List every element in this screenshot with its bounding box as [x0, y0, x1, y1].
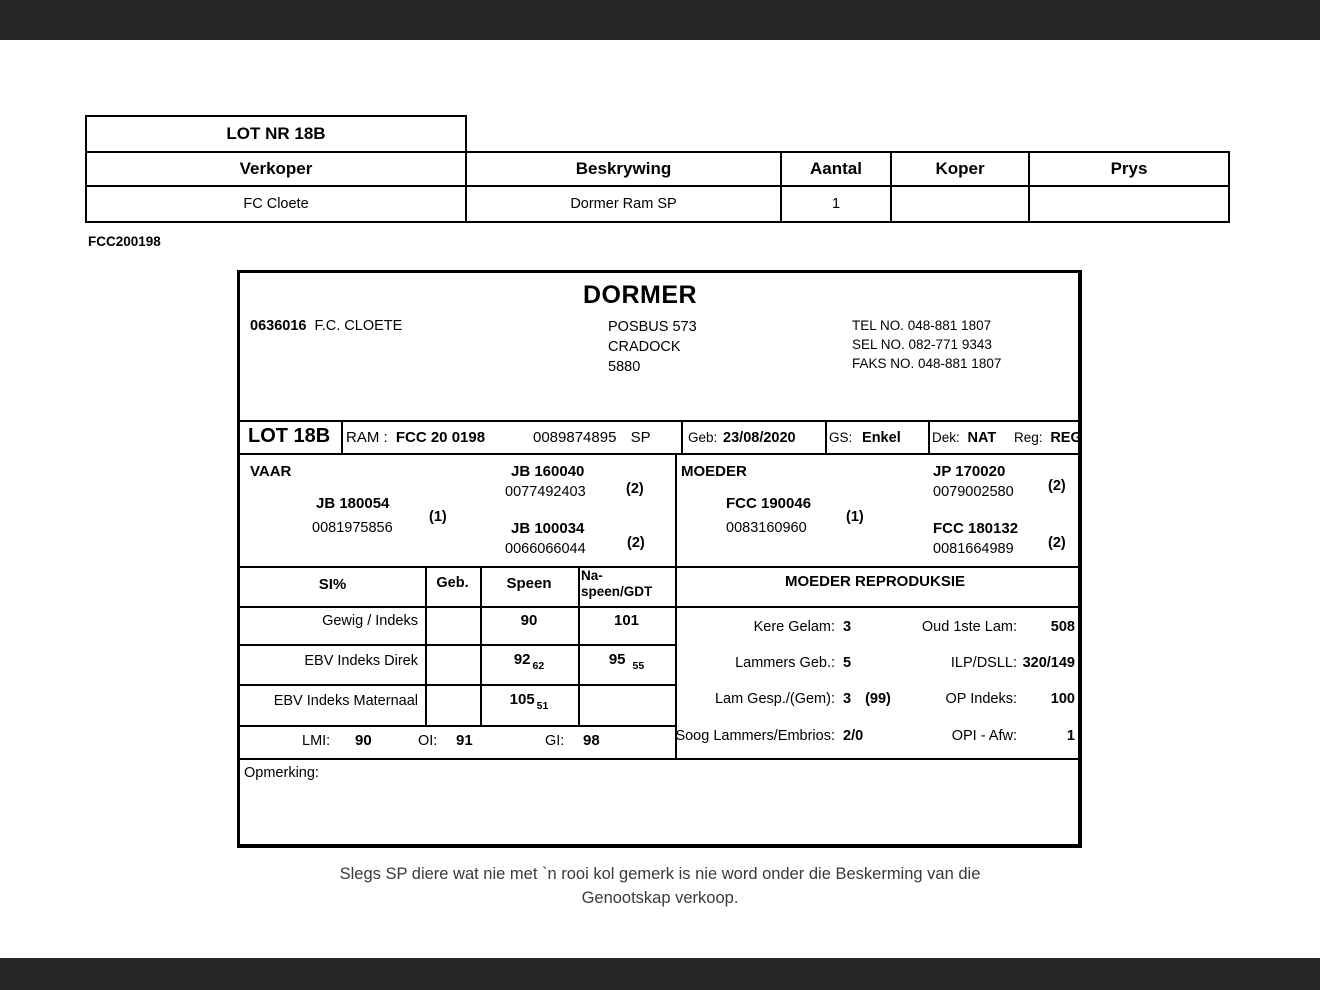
address-block	[608, 317, 697, 377]
geb-value: 23/08/2020	[723, 430, 796, 446]
table-data-row	[86, 186, 1229, 222]
pedigree-certificate	[237, 270, 1082, 848]
perf-header-geb: Geb.	[436, 575, 469, 591]
perf-row2-naspeen: 95 $_{55}$	[608, 651, 645, 672]
repro-value: 508	[1050, 619, 1075, 635]
member-name: F.C. CLOETE	[314, 318, 403, 334]
divider-line	[681, 420, 683, 455]
perf-row-label: EBV Indeks Direk	[304, 653, 418, 669]
perf-row1-speen: 90	[520, 612, 538, 629]
sire-dam-gen: (2)	[627, 535, 645, 551]
address-line: 5880	[608, 359, 641, 375]
lot-label: LOT 18B	[248, 425, 331, 447]
perf-header-si: SI%	[318, 576, 347, 593]
divider-line	[240, 644, 675, 646]
repro-row	[673, 691, 1075, 707]
repro-extra: (99)	[865, 691, 891, 707]
repro-label: Oud 1ste Lam:	[921, 619, 1017, 635]
reg-value: REG	[1050, 430, 1082, 446]
accuracy-sub: 51	[536, 700, 549, 712]
repro-label: Soog Lammers/Embrios:	[675, 728, 835, 744]
birth-status-field	[829, 430, 901, 446]
cell-line: SEL NO. 082-771 9343	[852, 337, 992, 352]
registration-line	[533, 429, 651, 446]
perf-header-speen: Speen	[506, 575, 552, 592]
lmi-value: 90	[355, 732, 372, 749]
dam-section-label: MOEDER	[681, 463, 747, 480]
column-header-prys: Prys	[1029, 152, 1229, 186]
sire-dam-reg: 0066066044	[505, 541, 586, 557]
divider-line	[825, 420, 827, 455]
cell-prys	[1029, 186, 1229, 222]
sp-flag: SP	[630, 429, 651, 446]
dam-dam-id: FCC 180132	[933, 520, 1019, 537]
viewer-bottom-bar	[0, 958, 1320, 990]
cell-beskrywing: Dormer Ram SP	[466, 186, 781, 222]
column-header-aantal: Aantal	[781, 152, 891, 186]
perf-row-label: EBV Indeks Maternaal	[273, 693, 418, 709]
reference-code: FCC200198	[88, 234, 161, 249]
sire-gen: (1)	[429, 509, 447, 525]
divider-line	[240, 725, 675, 727]
ram-label: RAM :	[346, 429, 388, 446]
oi-label: OI:	[418, 733, 438, 749]
repro-row	[673, 655, 1075, 671]
fax-line: FAKS NO. 048-881 1807	[852, 356, 1002, 371]
divider-line	[240, 566, 1078, 568]
perf-row3-speen: 105 $_{51}$	[509, 691, 549, 712]
repro-value: 3	[843, 691, 852, 707]
divider-line	[240, 758, 1078, 760]
repro-label: Lam Gesp./(Gem):	[714, 691, 835, 707]
sire-dam-id: JB 100034	[511, 520, 585, 537]
divider-line	[240, 606, 1078, 608]
dam-sire-id: JP 170020	[933, 463, 1006, 480]
cell-koper	[891, 186, 1029, 222]
repro-value: 320/149	[1022, 655, 1075, 671]
lot-number-title: LOT NR 18B	[86, 116, 466, 152]
member-number: 0636016	[250, 318, 307, 334]
geb-label: Geb:	[688, 430, 718, 445]
dam-sire-reg: 0079002580	[933, 484, 1014, 500]
accuracy-sub: 55	[632, 660, 645, 672]
perf-row-label: Gewig / Indeks	[322, 613, 418, 629]
gi-label: GI:	[545, 733, 565, 749]
address-line: POSBUS 573	[608, 319, 697, 335]
sire-id: JB 180054	[316, 495, 390, 512]
perf-header-naspeen: Na- speen/GDT	[581, 568, 653, 599]
divider-line	[675, 453, 677, 760]
footer-note-line2: Genootskap verkoop.	[581, 889, 739, 907]
accuracy-sub: 62	[532, 660, 545, 672]
divider-line	[240, 453, 1078, 455]
lot-title-spacer	[466, 116, 1229, 152]
registration-number: 0089874895	[533, 429, 617, 446]
repro-value: 3	[843, 619, 852, 635]
remark-label: Opmerking:	[244, 765, 319, 781]
cell-aantal: 1	[781, 186, 891, 222]
column-header-koper: Koper	[891, 152, 1029, 186]
sire-sire-reg: 0077492403	[505, 484, 586, 500]
perf-row2-speen: 92 $_{62}$	[513, 651, 545, 672]
repro-label: OPI - Afw:	[951, 728, 1017, 744]
reg-label: Reg:	[1014, 430, 1043, 445]
dam-reg: 0083160960	[726, 520, 807, 536]
repro-label: Lammers Geb.:	[735, 655, 835, 671]
repro-label: OP Indeks:	[945, 691, 1017, 707]
gs-label: GS:	[829, 430, 853, 445]
cell-verkoper: FC Cloete	[86, 186, 466, 222]
dam-id: FCC 190046	[726, 495, 812, 512]
breed-title: DORMER	[582, 281, 698, 309]
gs-value: Enkel	[862, 430, 901, 446]
repro-value: 2/0	[843, 728, 864, 744]
dam-sire-gen: (2)	[1048, 478, 1066, 494]
footer-note-line1: Slegs SP diere wat nie met `n rooi kol gemerk is nie word onder die Beskerming van die	[339, 865, 981, 883]
dam-dam-reg: 0081664989	[933, 541, 1014, 557]
repro-row	[673, 619, 1075, 635]
gi-value: 98	[583, 732, 600, 749]
divider-line	[928, 420, 930, 455]
table-header-row	[86, 152, 1229, 186]
sire-sire-gen: (2)	[626, 481, 644, 497]
sire-sire-id: JB 160040	[511, 463, 585, 480]
dek-label: Dek:	[932, 430, 960, 445]
repro-value: 100	[1050, 691, 1075, 707]
ram-id-line	[346, 429, 485, 446]
repro-value: 1	[1066, 728, 1075, 744]
member-line	[250, 318, 402, 334]
sire-reg: 0081975856	[312, 520, 393, 536]
perf-row1-naspeen: 101	[613, 612, 640, 629]
dek-value: NAT	[967, 430, 997, 446]
address-line: CRADOCK	[608, 339, 681, 355]
dek-reg-field	[932, 430, 1082, 446]
tel-line: TEL NO. 048-881 1807	[852, 318, 992, 333]
lot-title-row	[86, 116, 1229, 152]
viewer-top-bar	[0, 0, 1320, 40]
divider-line	[341, 420, 343, 455]
contact-block	[852, 316, 1001, 373]
column-header-beskrywing: Beskrywing	[466, 152, 781, 186]
divider-line	[578, 566, 580, 725]
dam-dam-gen: (2)	[1048, 535, 1066, 551]
repro-label: ILP/DSLL:	[950, 655, 1017, 671]
sire-section-label: VAAR	[250, 463, 292, 480]
repro-title: MOEDER REPRODUKSIE	[784, 573, 966, 590]
repro-row	[673, 728, 1075, 744]
auction-lot-table	[85, 115, 1230, 223]
column-header-verkoper: Verkoper	[86, 152, 466, 186]
divider-line	[240, 684, 675, 686]
lmi-label: LMI:	[302, 733, 331, 749]
dam-gen: (1)	[846, 509, 864, 525]
birth-date-field	[688, 430, 796, 446]
repro-value: 5	[843, 655, 852, 671]
repro-label: Kere Gelam:	[753, 619, 835, 635]
oi-value: 91	[456, 732, 473, 749]
ram-id: FCC 20 0198	[395, 429, 486, 446]
divider-line	[240, 420, 1078, 422]
